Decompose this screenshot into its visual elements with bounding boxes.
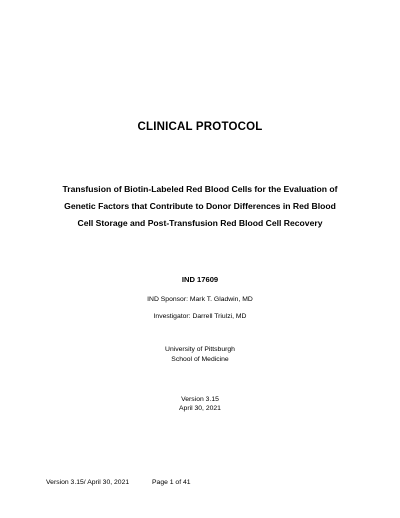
- institution-school: School of Medicine: [171, 356, 229, 363]
- study-title-line-3: Cell Storage and Post-Transfusion Red Blood Cell Recovery: [77, 218, 323, 228]
- investigator: Investigator: Darrell Triulzi, MD: [153, 313, 247, 320]
- study-title: [30, 181, 370, 232]
- version-label: Version 3.15: [181, 396, 219, 403]
- ind-number: IND 17609: [181, 275, 219, 284]
- version-date: April 30, 2021: [179, 405, 221, 412]
- ind-sponsor: IND Sponsor: Mark T. Gladwin, MD: [147, 296, 253, 303]
- footer-version-date: Version 3.15/ April 30, 2021: [46, 479, 130, 486]
- study-title-line-1: Transfusion of Biotin-Labeled Red Blood Cells for the Evaluation of: [62, 184, 338, 194]
- institution-name: University of Pittsburgh: [165, 346, 235, 353]
- document-heading: CLINICAL PROTOCOL: [137, 121, 263, 133]
- footer-page-number: Page 1 of 41: [152, 479, 191, 486]
- study-title-line-2: Genetic Factors that Contribute to Donor Differences in Red Blood: [64, 201, 336, 211]
